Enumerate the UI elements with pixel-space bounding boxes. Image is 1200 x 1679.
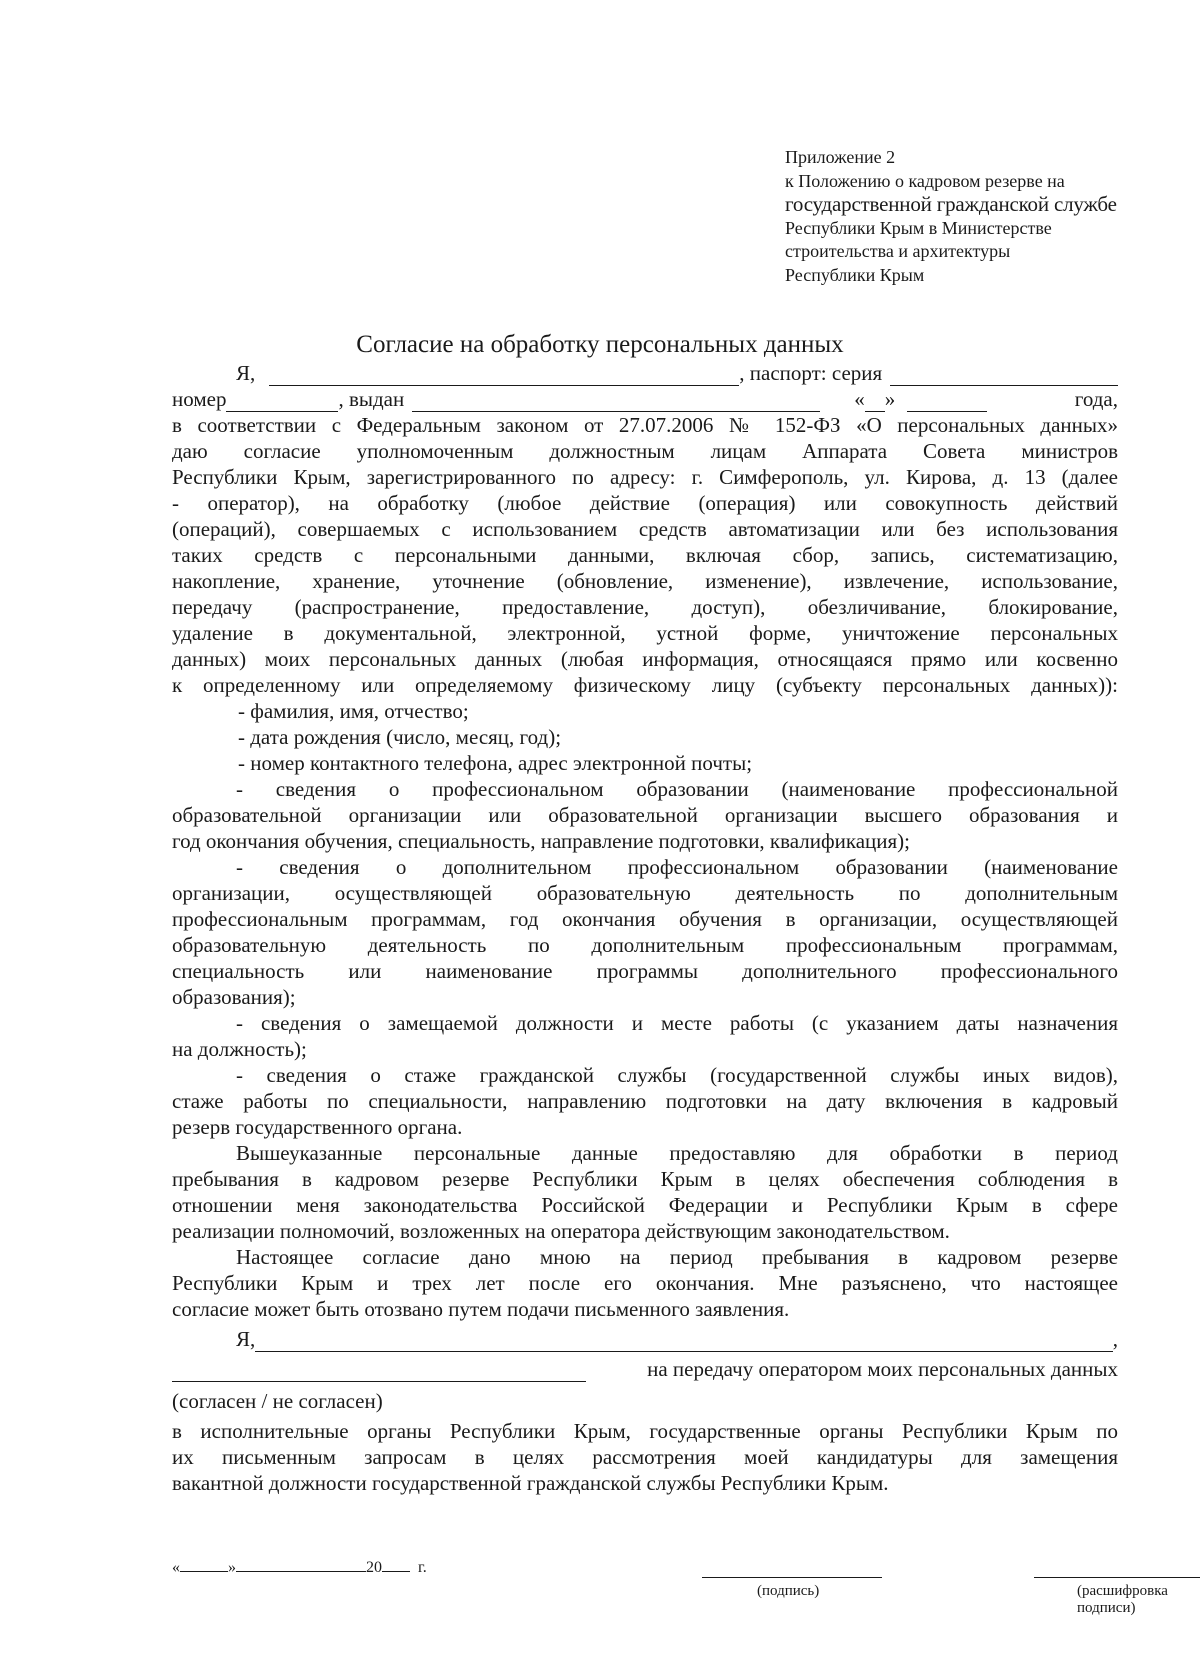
- transfer-line: в исполнительные органы Республики Крым, государственные органы Республики Крым по: [172, 1419, 1118, 1443]
- main-line: накопление, хранение, уточнение (обновление, изменение), извлечение, использование,: [172, 569, 1118, 593]
- main-line: удаление в документальной, электронной, устной форме, уничтожение персональных: [172, 621, 1118, 645]
- addedu-line: - сведения о дополнительном профессиональном образовании (наименование: [236, 855, 1118, 879]
- document-title: [0, 330, 1200, 360]
- transfer-text: на передачу оператором моих персональных данных: [647, 1357, 1118, 1381]
- signature-date: [172, 1557, 427, 1577]
- main-line: Республики Крым, зарегистрированного по адресу: г. Симферополь, ул. Кирова, д. 13 (далее: [172, 465, 1118, 489]
- intro-ya: Я,: [236, 361, 256, 385]
- sign-day-field[interactable]: [180, 1557, 228, 1572]
- appendix-line: к Положению о кадровом резерве на: [785, 170, 1065, 191]
- intro-passport-series: , паспорт: серия: [739, 361, 883, 385]
- transfer-comma: ,: [1112, 1327, 1118, 1351]
- signature-caption: (подпись): [757, 1583, 820, 1599]
- appendix-line: Республики Крым: [785, 264, 925, 285]
- position-line: - сведения о замещаемой должности и месте работы (с указанием даты назначения: [236, 1011, 1118, 1035]
- main-line: таких средств с персональными данными, включая сбор, запись, систематизацию,: [172, 543, 1118, 567]
- sign-year-field[interactable]: [382, 1557, 410, 1572]
- sign-quote-open: «: [172, 1559, 180, 1576]
- addedu-line: образовательную деятельность по дополнительным профессиональным программам,: [172, 933, 1118, 957]
- full-name-field[interactable]: [269, 367, 739, 386]
- passport-series-field[interactable]: [890, 367, 1118, 386]
- issue-day-field[interactable]: [865, 393, 885, 412]
- main-line: данных) моих персональных данных (любая информация, относящаяся прямо или косвенно: [172, 647, 1118, 671]
- main-line: (операций), совершаемых с использованием средств автоматизации или без использования: [172, 517, 1118, 541]
- consent-choice-caption: (согласен / не согласен): [172, 1389, 383, 1413]
- consent-line: согласие может быть отозвано путем подачи письменного заявления.: [172, 1297, 790, 1321]
- intro-number: номер: [172, 387, 227, 411]
- sign-year-prefix: 20: [366, 1559, 382, 1576]
- appendix-line: Приложение 2: [785, 147, 896, 167]
- main-line: - оператор), на обработку (любое действие (операция) или совокупность действий: [172, 491, 1118, 515]
- transfer-line-choice: [172, 1356, 1118, 1382]
- signature-decode-field[interactable]: [1034, 1577, 1200, 1578]
- edu-line: образовательной организации или образовательной организации высшего образования и: [172, 803, 1118, 827]
- main-line: в соответствии с Федеральным законом от 27.07.2006 № 152-ФЗ «О персональных данных»: [172, 413, 1118, 437]
- list-item: - дата рождения (число, месяц, год);: [238, 725, 562, 749]
- addedu-line: образования);: [172, 985, 296, 1009]
- main-line: передачу (распространение, предоставление, доступ), обезличивание, блокирование,: [172, 595, 1118, 619]
- issued-by-field[interactable]: [412, 393, 820, 412]
- passport-number-field[interactable]: [226, 393, 338, 412]
- consent-line: Республики Крым и трех лет после его окончания. Мне разъяснено, что настоящее: [172, 1271, 1118, 1295]
- main-line: даю согласие уполномоченным должностным лицам Аппарата Совета министров: [172, 439, 1118, 463]
- intro-line-number: [172, 386, 1118, 412]
- service-line: стаже работы по специальности, направлению подготовки на дату включения в кадровый: [172, 1089, 1118, 1113]
- signature-decode-caption: (расшифровка подписи): [1077, 1583, 1168, 1616]
- signature-field[interactable]: [702, 1577, 882, 1578]
- addedu-line: специальность или наименование программы дополнительного профессионального: [172, 959, 1118, 983]
- transfer-ya: Я,: [236, 1327, 256, 1351]
- provide-line: реализации полномочий, возложенных на оператора действующим законодательством.: [172, 1219, 950, 1243]
- issue-month-field[interactable]: [907, 393, 987, 412]
- position-line: на должность);: [172, 1037, 307, 1061]
- service-line: резерв государственного органа.: [172, 1115, 463, 1139]
- appendix-block: [785, 146, 1115, 287]
- date-quote-close: »: [884, 387, 896, 411]
- intro-line-name: [172, 360, 1118, 386]
- sign-year-suffix: г.: [418, 1559, 427, 1576]
- list-item: - фамилия, имя, отчество;: [238, 699, 469, 723]
- date-quote-open: «: [854, 387, 865, 411]
- document-title-text: Согласие на обработку персональных данных: [356, 331, 844, 358]
- appendix-line: Республики Крым в Министерстве: [785, 217, 1052, 238]
- intro-year: года,: [1074, 387, 1118, 411]
- provide-line: пребывания в кадровом резерве Республики Крым в целях обеспечения соблюдения в: [172, 1167, 1118, 1191]
- provide-line: отношении меня законодательства Российской Федерации и Республики Крым в сфере: [172, 1193, 1118, 1217]
- transfer-line: их письменным запросам в целях рассмотрения моей кандидатуры для замещения: [172, 1445, 1118, 1469]
- provide-line: Вышеуказанные персональные данные предоставляю для обработки в период: [236, 1141, 1118, 1165]
- transfer-line-name: [172, 1326, 1118, 1352]
- appendix-line: государственной гражданской службе: [785, 192, 1117, 216]
- list-item: - номер контактного телефона, адрес электронной почты;: [238, 751, 753, 775]
- appendix-line: строительства и архитектуры: [785, 241, 1011, 261]
- signature-area: [172, 1557, 1168, 1617]
- addedu-line: организации, осуществляющей образовательную деятельность по дополнительным: [172, 881, 1118, 905]
- edu-line: - сведения о профессиональном образовании (наименование профессиональной: [236, 777, 1118, 801]
- sign-month-field[interactable]: [236, 1557, 366, 1572]
- transfer-name-field[interactable]: [255, 1333, 1112, 1352]
- edu-line: год окончания обучения, специальность, направление подготовки, квалификация);: [172, 829, 911, 853]
- addedu-line: профессиональным программам, год окончания обучения в организации, осуществляющей: [172, 907, 1118, 931]
- service-line: - сведения о стаже гражданской службы (государственной службы иных видов),: [236, 1063, 1118, 1087]
- consent-line: Настоящее согласие дано мною на период пребывания в кадровом резерве: [236, 1245, 1118, 1269]
- sign-quote-close: »: [228, 1559, 236, 1576]
- transfer-line: вакантной должности государственной гражданской службы Республики Крым.: [172, 1471, 889, 1495]
- document-body: [172, 360, 1118, 1496]
- consent-choice-field[interactable]: [172, 1363, 586, 1382]
- main-line: к определенному или определяемому физическому лицу (субъекту персональных данных)):: [172, 673, 1118, 697]
- intro-issued: , выдан: [338, 387, 405, 411]
